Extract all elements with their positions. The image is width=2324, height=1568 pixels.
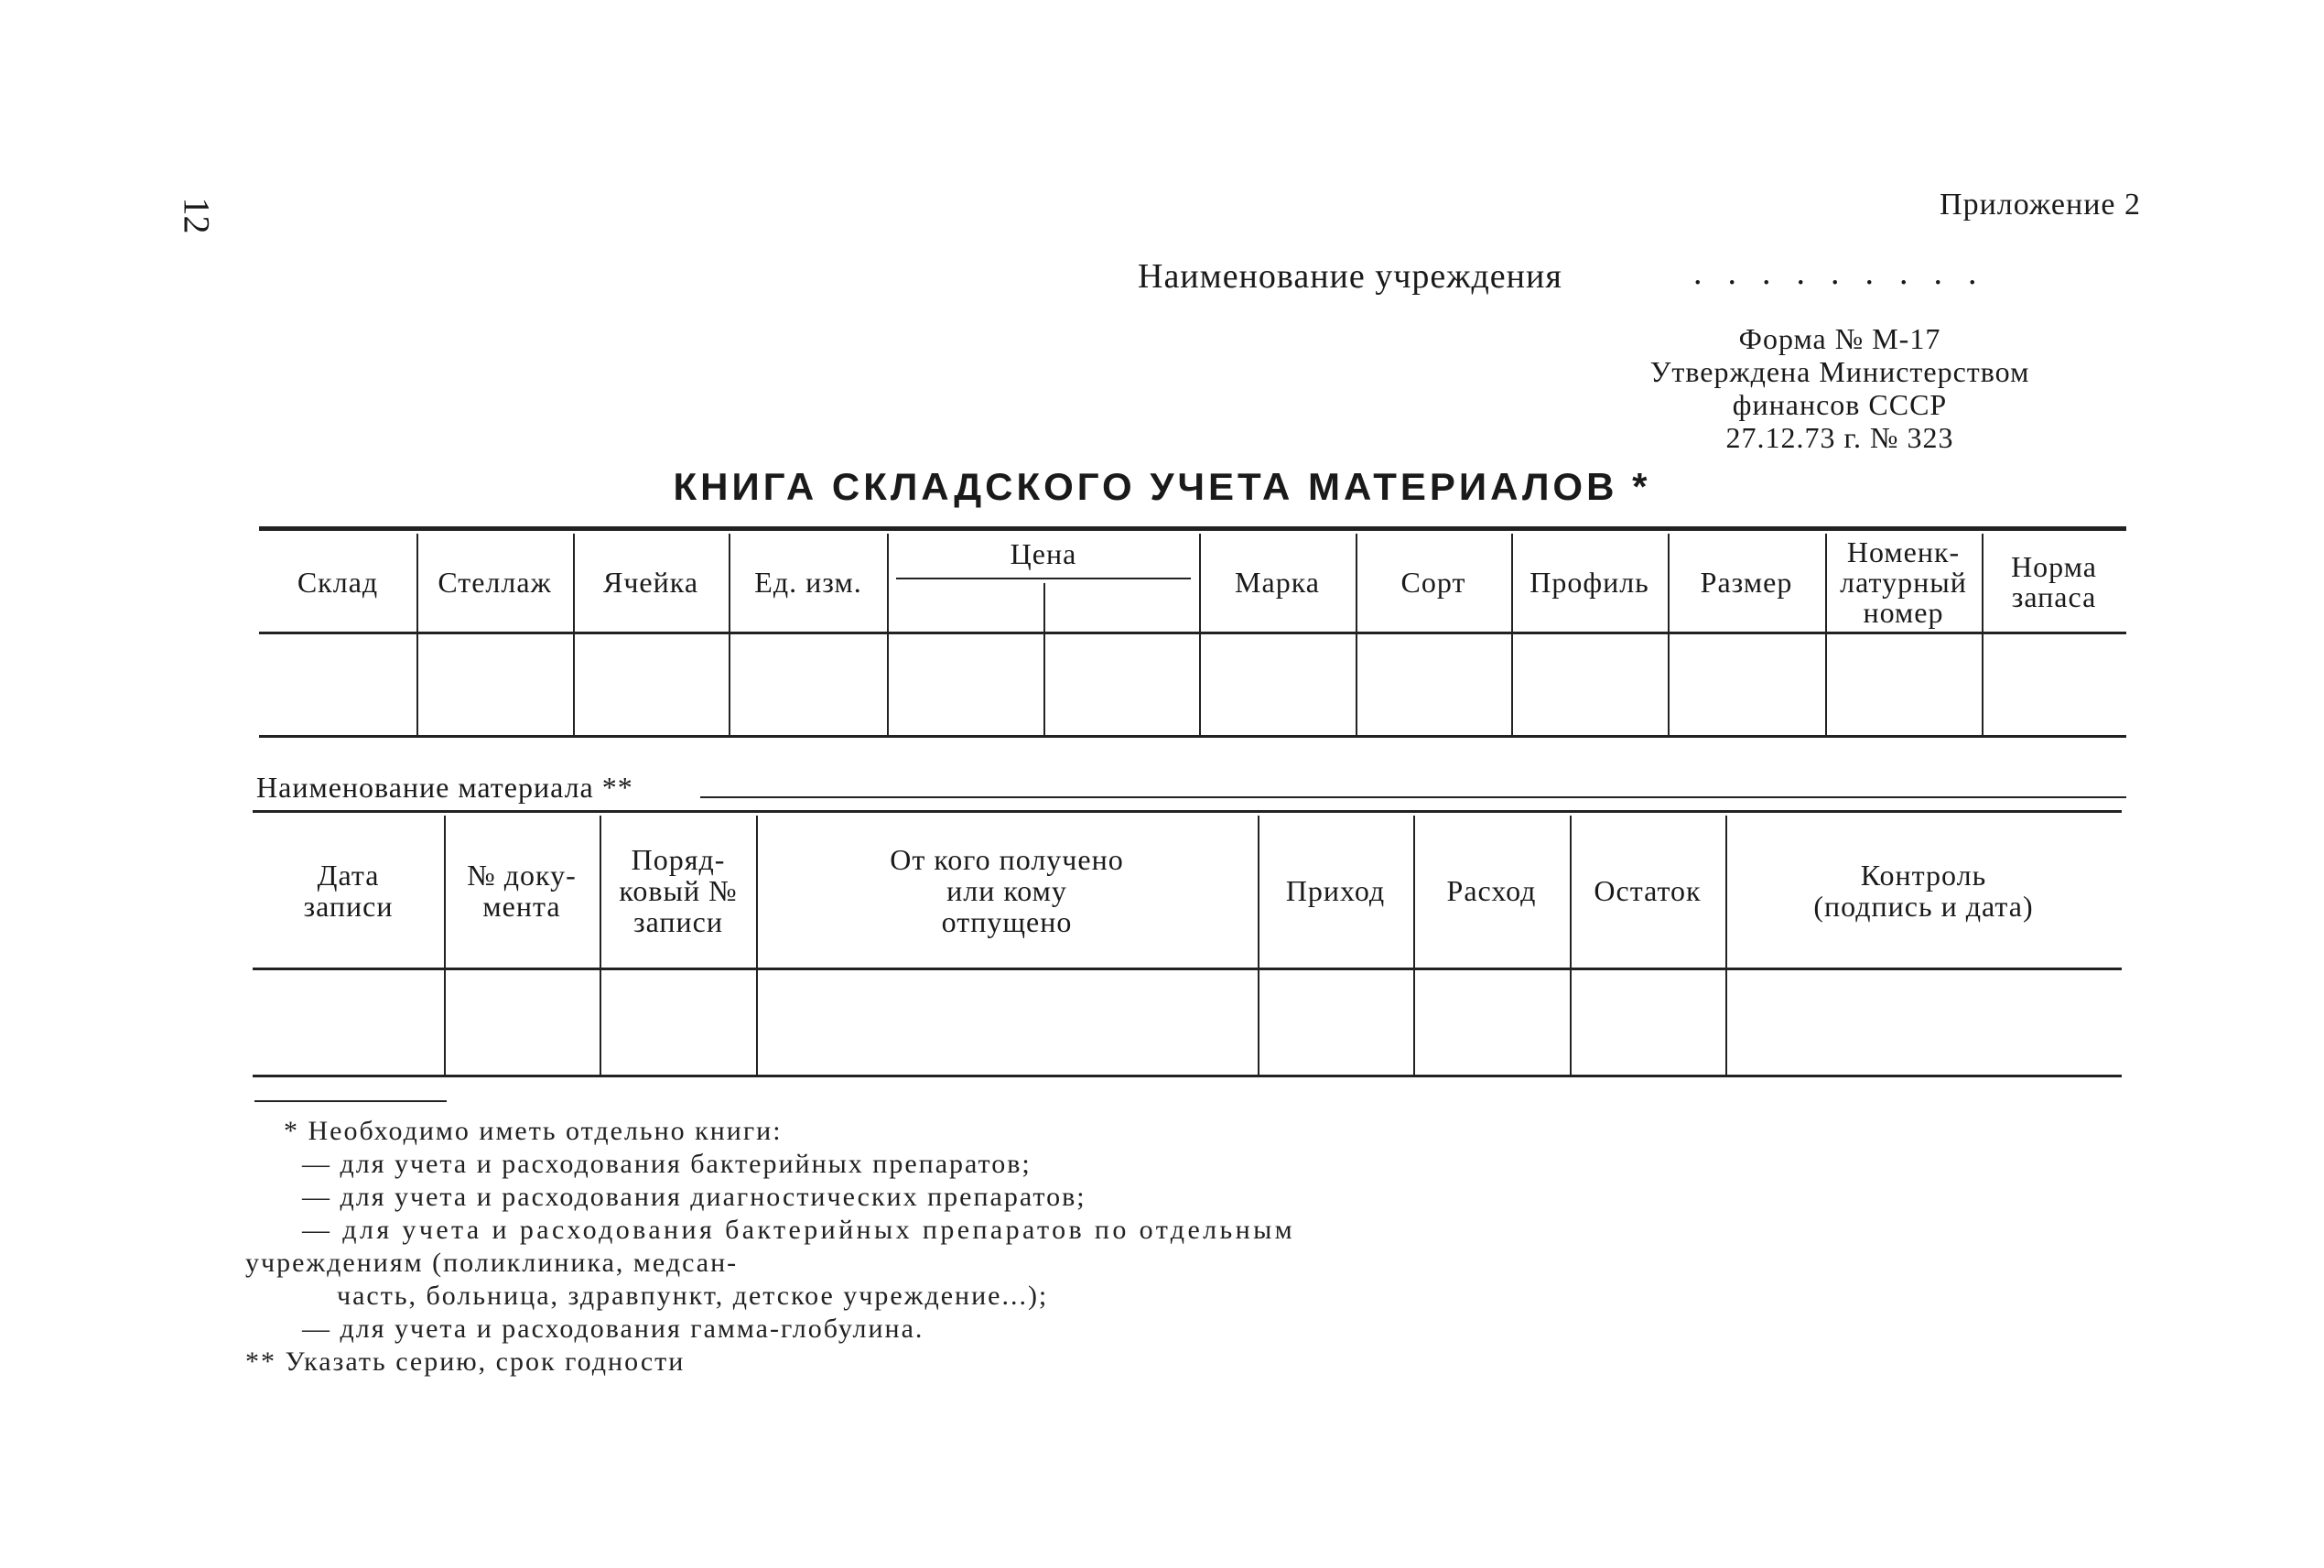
appendix-label: Приложение 2 bbox=[1940, 188, 2141, 222]
stock-card-table bbox=[259, 526, 2126, 739]
header-stellazh: Стеллаж bbox=[438, 565, 552, 599]
header-nomer-dokumenta: № доку- мента bbox=[467, 859, 577, 923]
institution-dots: ......... bbox=[1693, 254, 2003, 292]
footnote-rule bbox=[254, 1100, 447, 1102]
page-title: КНИГА СКЛАДСКОГО УЧЕТА МАТЕРИАЛОВ * bbox=[673, 465, 1651, 508]
material-name-field[interactable] bbox=[700, 796, 2126, 798]
footnote-line: часть, больница, здравпункт, детское учреждение...); bbox=[337, 1281, 1049, 1311]
header-sklad: Склад bbox=[297, 565, 379, 599]
table-rule-mid bbox=[259, 632, 2126, 634]
page-number: 12 bbox=[176, 197, 218, 234]
table-rule-mid bbox=[253, 968, 2122, 970]
footnote-line: * Необходимо иметь отдельно книги: bbox=[284, 1116, 783, 1146]
form-ministry: финансов СССР bbox=[1732, 388, 1948, 421]
material-name-label: Наименование материала ** bbox=[256, 771, 633, 804]
header-sort: Сорт bbox=[1400, 565, 1466, 599]
footnote-line: — для учета и расходования бактерийных препаратов; bbox=[302, 1149, 1032, 1179]
footnote-line: — для учета и расходования диагностических препаратов; bbox=[302, 1182, 1086, 1212]
form-date: 27.12.73 г. № 323 bbox=[1725, 421, 1954, 454]
footnote-line: — для учета и расходования бактерийных препаратов по отдельным bbox=[302, 1215, 1296, 1245]
form-approved: Утверждена Министерством bbox=[1649, 355, 2030, 388]
header-yacheyka: Ячейка bbox=[602, 565, 699, 599]
footnote-line: ** Указать серию, срок годности bbox=[245, 1346, 686, 1377]
footnote-line: — для учета и расходования гамма-глобулина. bbox=[302, 1314, 924, 1344]
header-norma: Норма запаса bbox=[2011, 550, 2097, 613]
header-rashod: Расход bbox=[1446, 874, 1537, 907]
header-kontrol: Контроль (подпись и дата) bbox=[1813, 859, 2034, 923]
header-ot-kogo: От кого получено или кому отпущено bbox=[890, 843, 1124, 938]
footnote-line: учреждениям (поликлиника, медсан- bbox=[245, 1248, 739, 1278]
footnotes bbox=[245, 1115, 1295, 1379]
institution-label: Наименование учреждения bbox=[1138, 257, 1562, 296]
header-prihod: Приход bbox=[1285, 874, 1386, 907]
table-rule-top bbox=[253, 810, 2122, 813]
header-ed-izm: Ед. изм. bbox=[754, 565, 862, 599]
table-rule-top bbox=[259, 526, 2126, 531]
header-poryadkovy: Поряд- ковый № записи bbox=[619, 843, 738, 938]
form-number: Форма № М-17 bbox=[1738, 322, 1941, 355]
header-razmer: Размер bbox=[1700, 565, 1793, 599]
form-info bbox=[1611, 322, 2069, 454]
table-rule-bottom bbox=[253, 1075, 2122, 1077]
ledger-table bbox=[253, 810, 2122, 1077]
table-rule-bottom bbox=[259, 735, 2126, 738]
header-profil: Профиль bbox=[1530, 565, 1649, 599]
header-ostatok: Остаток bbox=[1594, 874, 1702, 907]
header-data: Дата записи bbox=[303, 859, 394, 923]
header-cena: Цена bbox=[1010, 536, 1077, 570]
header-marka: Марка bbox=[1235, 565, 1320, 599]
header-nomenkl: Номенк- латурный номер bbox=[1840, 535, 1967, 629]
